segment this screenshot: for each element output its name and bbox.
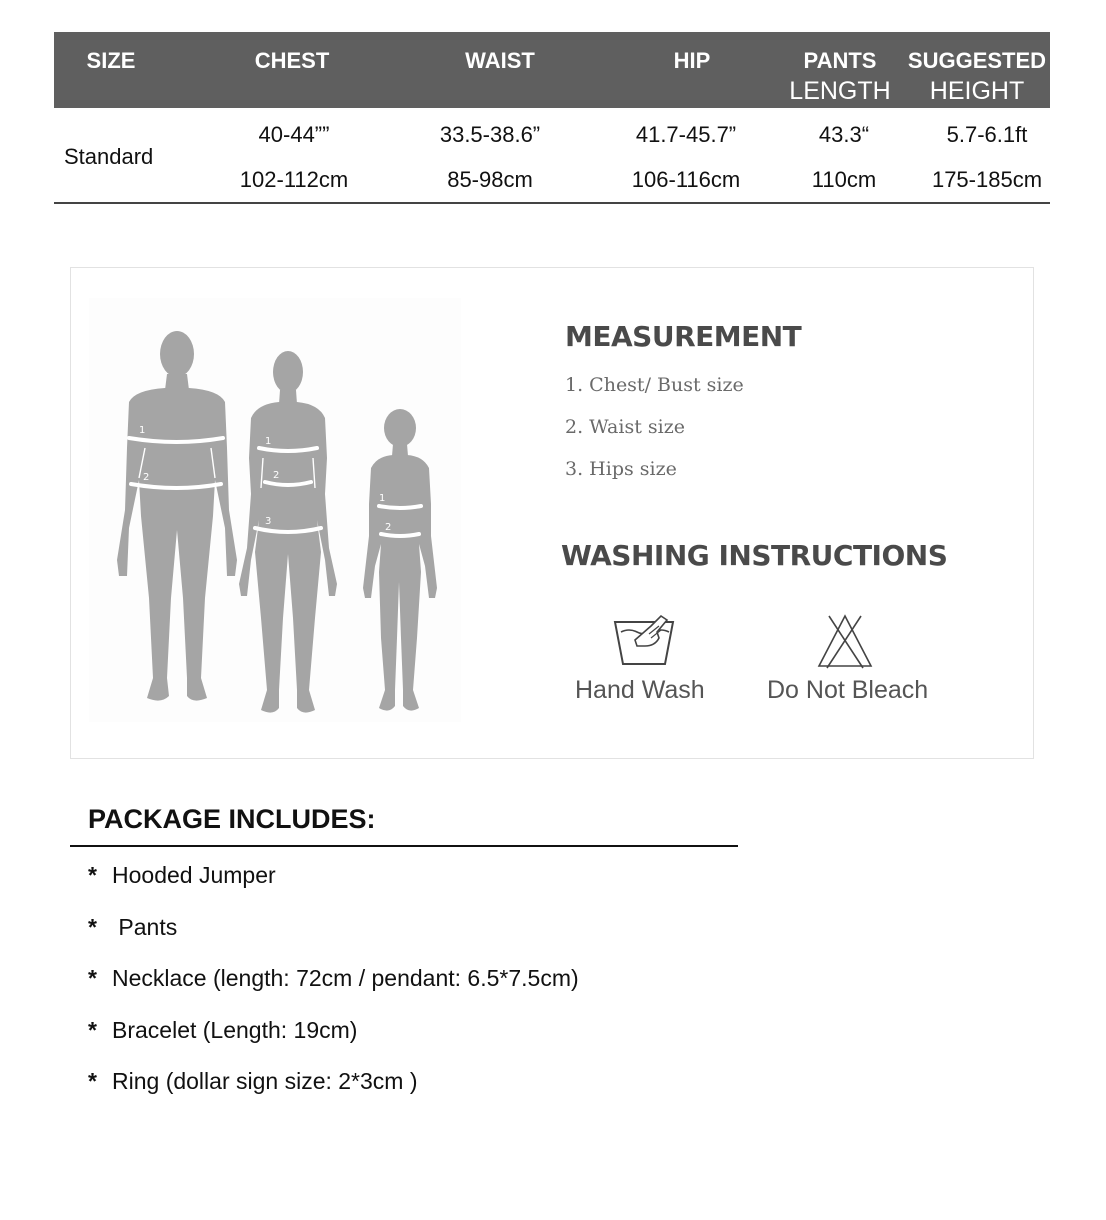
hand-wash-icon <box>611 612 677 668</box>
bullet-icon: * <box>88 862 97 888</box>
header-pants-label-2: LENGTH <box>789 77 891 105</box>
header-chest-label: CHEST <box>254 48 330 73</box>
tape-label-waist-child: 2 <box>385 522 392 533</box>
bullet-icon: * <box>88 1017 97 1043</box>
size-table <box>54 32 1050 204</box>
man-figure-icon <box>117 331 237 701</box>
header-pants-length <box>772 46 908 106</box>
hip-cm: 106-116cm <box>631 167 741 192</box>
header-size <box>54 46 168 76</box>
waist-inch: 33.5-38.6” <box>439 122 541 147</box>
do-not-bleach-icon <box>815 612 875 670</box>
tape-label-hips-woman: 3 <box>265 516 272 527</box>
tape-label-bust-woman: 1 <box>265 436 272 447</box>
package-item-label: Pants <box>112 914 178 940</box>
header-suggested-height <box>902 46 1052 106</box>
hand-wash-label: Hand Wash <box>575 676 705 704</box>
list-item <box>88 965 579 992</box>
info-panel <box>70 267 1034 759</box>
hip-inch: 41.7-45.7” <box>635 122 737 147</box>
pants-cm: 110cm <box>811 167 877 192</box>
size-table-header <box>54 32 1050 108</box>
header-hip-label: HIP <box>673 48 711 73</box>
tape-label-chest-man: 1 <box>139 425 146 436</box>
header-waist-label: WAIST <box>465 48 535 73</box>
package-includes-title: PACKAGE INCLUDES: <box>88 804 376 834</box>
size-standard: Standard <box>64 144 154 169</box>
tape-label-waist-man: 2 <box>143 472 150 483</box>
package-item-label: Ring (dollar sign size: 2*3cm ) <box>112 1068 418 1094</box>
washing-instructions-title: WASHING INSTRUCTIONS <box>561 539 948 572</box>
pants-inch: 43.3“ <box>818 122 870 147</box>
list-item <box>88 914 177 941</box>
header-waist <box>410 46 590 76</box>
height-ft: 5.7-6.1ft <box>946 122 1028 147</box>
package-item-label: Bracelet (Length: 19cm) <box>112 1017 358 1043</box>
measurement-item-chest: 1. Chest/ Bust size <box>565 374 744 396</box>
do-not-bleach-label: Do Not Bleach <box>767 676 929 704</box>
package-item-label: Necklace (length: 72cm / pendant: 6.5*7.5cm) <box>112 965 579 991</box>
header-hip <box>602 46 782 76</box>
package-item-label: Hooded Jumper <box>112 862 276 888</box>
bullet-icon: * <box>88 1068 97 1094</box>
header-height-label-2: HEIGHT <box>929 77 1025 105</box>
measurement-item-hips: 3. Hips size <box>565 458 677 480</box>
table-row <box>54 108 1050 204</box>
body-figures-illustration <box>89 298 461 722</box>
header-pants-label: PANTS <box>803 48 877 73</box>
header-chest <box>204 46 380 76</box>
chest-cm: 102-112cm <box>239 167 349 192</box>
measurement-item-waist: 2. Waist size <box>565 416 685 438</box>
package-divider <box>70 845 738 847</box>
tape-label-waist-woman: 2 <box>273 470 280 481</box>
child-figure-icon <box>363 409 437 711</box>
waist-cm: 85-98cm <box>447 167 533 192</box>
bullet-icon: * <box>88 965 97 991</box>
header-size-label: SIZE <box>86 48 136 73</box>
bullet-icon: * <box>88 914 97 940</box>
measurement-title: MEASUREMENT <box>565 320 802 353</box>
header-height-label: SUGGESTED <box>907 48 1047 73</box>
list-item <box>88 862 276 889</box>
list-item <box>88 1068 418 1095</box>
tape-label-chest-child: 1 <box>379 493 386 504</box>
chest-inch: 40-44”” <box>258 122 330 147</box>
list-item <box>88 1017 357 1044</box>
height-cm: 175-185cm <box>931 167 1043 192</box>
